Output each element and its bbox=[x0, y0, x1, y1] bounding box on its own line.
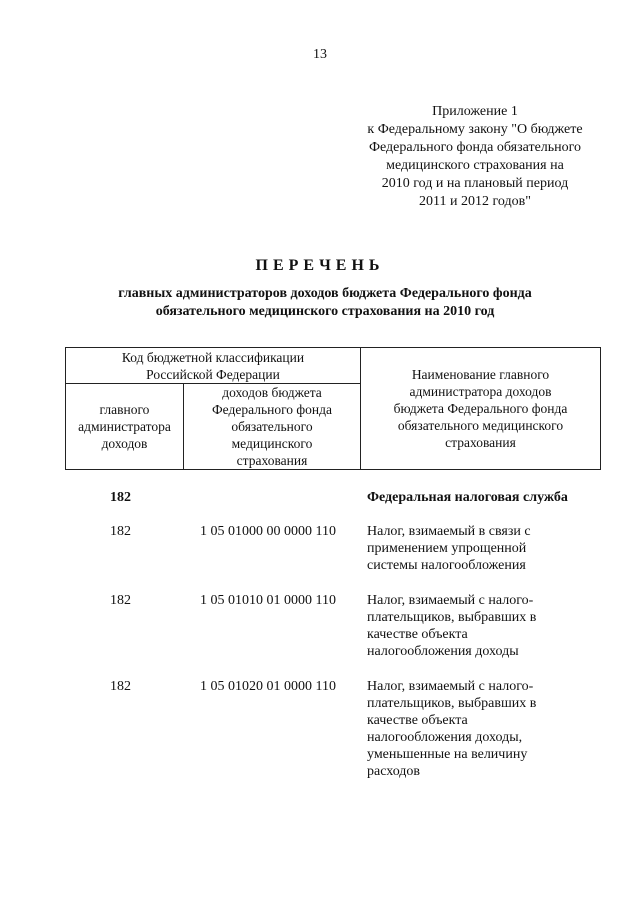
header-text: обязательного медицинского bbox=[397, 418, 564, 433]
income-code: 1 05 01000 00 0000 110 bbox=[200, 524, 336, 539]
header-text: администратора доходов bbox=[409, 384, 552, 399]
administrator-name bbox=[367, 489, 627, 506]
header-text: доходов бюджета bbox=[222, 385, 322, 400]
header-text: бюджета Федерального фонда bbox=[393, 401, 568, 416]
header-text: медицинского bbox=[231, 436, 313, 451]
appendix-line: медицинского страхования на bbox=[386, 158, 564, 173]
appendix-line: к Федеральному закону "О бюджете bbox=[367, 122, 583, 137]
header-text: Наименование главного bbox=[411, 367, 550, 382]
header-group-classification bbox=[66, 348, 361, 384]
header-text: обязательного bbox=[231, 419, 313, 434]
page-number: 13 bbox=[313, 47, 327, 62]
appendix-line: 2010 год и на плановый период bbox=[381, 176, 569, 191]
name-line: Налог, взимаемый с налого- bbox=[367, 593, 534, 608]
income-name bbox=[367, 678, 627, 780]
subtitle-line: главных администраторов доходов бюджета Федерального фонда bbox=[118, 286, 532, 301]
name-line: плательщиков, выбравших в bbox=[367, 696, 537, 711]
header-text: Код бюджетной классификации bbox=[121, 349, 305, 365]
appendix-line: Приложение 1 bbox=[432, 104, 518, 119]
name-line: качестве объекта bbox=[367, 713, 468, 728]
name-line: плательщиков, выбравших в bbox=[367, 610, 537, 625]
admin-code: 182 bbox=[110, 524, 131, 539]
admin-code: 182 bbox=[110, 490, 131, 505]
income-code: 1 05 01010 01 0000 110 bbox=[200, 593, 336, 608]
header-text: Федерального фонда bbox=[212, 402, 332, 417]
name-line: качестве объекта bbox=[367, 627, 468, 642]
table-header bbox=[65, 347, 601, 470]
subtitle-line: обязательного медицинского страхования на 2010 год bbox=[155, 304, 495, 319]
name-line: Налог, взимаемый в связи с bbox=[367, 524, 531, 539]
income-name bbox=[367, 592, 627, 660]
admin-code: 182 bbox=[110, 593, 131, 608]
header-text: администратора bbox=[78, 419, 171, 434]
name-line: расходов bbox=[367, 764, 421, 779]
name-line: налогообложения доходы bbox=[367, 644, 519, 659]
name-line: применением упрощенной bbox=[367, 541, 527, 556]
name-line: Федеральная налоговая служба bbox=[367, 490, 568, 505]
document-title: ПЕРЕЧЕНЬ bbox=[255, 257, 385, 274]
appendix-note bbox=[320, 103, 630, 211]
header-col-admin bbox=[66, 384, 184, 470]
appendix-line: 2011 и 2012 годов" bbox=[419, 194, 531, 209]
name-line: системы налогообложения bbox=[367, 558, 526, 573]
header-col-income bbox=[184, 384, 361, 470]
header-text: страхования bbox=[236, 453, 308, 468]
name-line: налогообложения доходы, bbox=[367, 730, 523, 745]
document-subtitle bbox=[60, 285, 590, 321]
header-text: доходов bbox=[101, 436, 148, 451]
header-text: Российской Федерации bbox=[146, 366, 280, 382]
income-code: 1 05 01020 01 0000 110 bbox=[200, 679, 336, 694]
name-line: Налог, взимаемый с налого- bbox=[367, 679, 534, 694]
header-col-name bbox=[361, 348, 601, 470]
header-text: страхования bbox=[445, 435, 516, 450]
header-text: главного bbox=[99, 402, 150, 417]
admin-code: 182 bbox=[110, 679, 131, 694]
income-name bbox=[367, 523, 627, 574]
appendix-line: Федерального фонда обязательного bbox=[368, 140, 582, 155]
name-line: уменьшенные на величину bbox=[367, 747, 528, 762]
